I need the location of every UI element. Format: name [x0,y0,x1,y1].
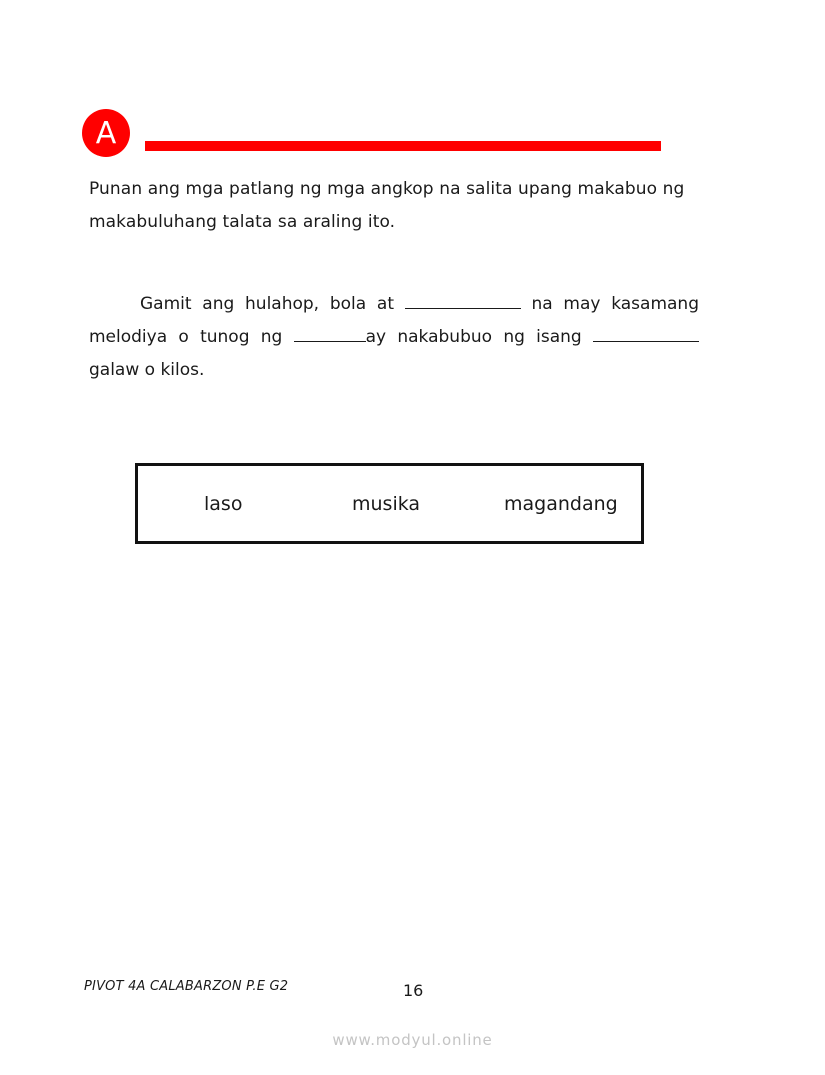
instructions: Punan ang mga patlang ng mga angkop na salita upang makabuo ng makabuluhang talata sa araling ito. [89,179,685,232]
word-bank-item: laso [204,493,243,515]
word-bank-box [135,463,644,544]
section-letter: A [95,116,117,151]
answer-blank[interactable] [405,294,521,309]
paragraph-text: na may kasamang melodiya o tunog ng [89,294,699,347]
paragraph-text: ay nakabubuo ng isang [365,327,593,347]
watermark: www.modyul.online [332,1031,493,1049]
answer-blank[interactable] [294,327,366,342]
paragraph-text: galaw o kilos. [89,360,205,380]
word-bank-item: magandang [504,493,618,515]
section-header-rule [145,141,661,151]
footer-course-label: PIVOT 4A CALABARZON P.E G2 [84,979,289,994]
page-number: 16 [403,981,424,1000]
fill-in-paragraph [89,288,699,387]
word-bank-item: musika [352,493,421,515]
answer-blank[interactable] [593,327,699,342]
section-badge [82,109,130,157]
paragraph-text: Gamit ang hulahop, bola at [140,294,405,314]
